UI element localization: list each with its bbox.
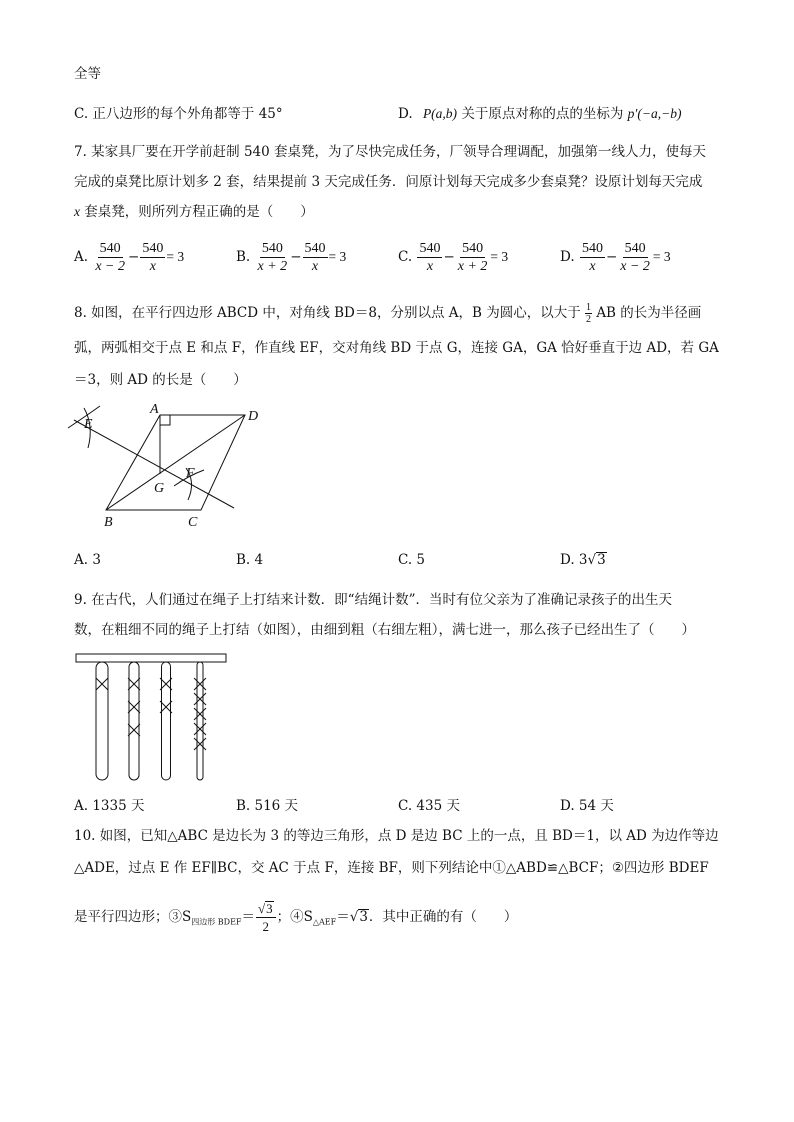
q7-option-b: B. $\frac{540}{x + 2}$ − $\frac{540}{x}$ = 3 bbox=[236, 241, 347, 274]
previous-option-fragment: 全等 bbox=[74, 66, 101, 82]
q9-option-b: B. 516 天 bbox=[236, 798, 299, 814]
q6-option-c: C. 正八边形的每个外角都等于 45° bbox=[74, 106, 283, 122]
q9-option-d: D. 54 天 bbox=[560, 798, 614, 814]
q9-option-c: C. 435 天 bbox=[398, 798, 460, 814]
q8-option-a: A. 3 bbox=[74, 552, 101, 568]
q8-option-c: C. 5 bbox=[398, 552, 426, 568]
parallelogram-figure bbox=[66, 398, 276, 538]
rope-3 bbox=[162, 662, 171, 780]
q10-stem-line-3: 是平行四边形；$③S_{四边形 BDEF}=$ $\frac{√3}{2}$ ；$④S_{\triangle AEF}=√3$．其中正确的有（ ） bbox=[74, 901, 518, 934]
q8-stem-line-2: 弧，两弧相交于点 E 和点 F，作直线 EF，交对角线 BD 于点 G，连接 GA，GA 恰好垂直于边 AD，若 GA bbox=[74, 340, 719, 356]
label-g: G bbox=[154, 481, 165, 496]
q9-stem-line-2: 数，在粗细不同的绳子上打结（如图），由细到粗（右细左粗），满七进一，那么孩子已经出生了（ ） bbox=[74, 622, 695, 638]
diagonal-bd bbox=[106, 415, 245, 510]
label-f: F bbox=[186, 466, 195, 481]
label-b: B bbox=[104, 515, 113, 530]
right-angle-mark bbox=[160, 415, 170, 425]
q10-stem-line-2: △ADE，过点 E 作 EF∥BC，交 AC 于点 F，连接 BF，则下列结论中①△ABD≌△BCF；②四边形 BDEF bbox=[74, 860, 709, 876]
q9-stem-line-1: 9. 在古代，人们通过在绳子上打结来计数．即“结绳计数”．当时有位父亲为了准确记录孩子的出生天 bbox=[74, 592, 672, 608]
hanging-bar bbox=[76, 654, 226, 662]
q7-stem-line-2: 完成的桌凳比原计划多 2 套，结果提前 3 天完成任务．问原计划每天完成多少套桌凳？设原计划每天完成 bbox=[74, 174, 703, 190]
knotted-ropes-figure bbox=[72, 652, 232, 786]
label-c: C bbox=[188, 515, 198, 530]
sqrt3-over-2: $\frac{√3}{2}$ bbox=[256, 900, 276, 935]
sqrt-symbol: √ bbox=[587, 552, 597, 568]
label-e: E bbox=[84, 417, 93, 432]
q8-stem-line-3: ＝3，则 AD 的长是（ ） bbox=[74, 372, 247, 388]
rope-4 bbox=[197, 662, 203, 780]
rope-2 bbox=[129, 662, 139, 780]
label-d: D bbox=[248, 409, 259, 424]
q8-option-b: B. 4 bbox=[236, 552, 264, 568]
q7-stem-line-1: 7. 某家具厂要在开学前赶制 540 套桌凳，为了尽快完成任务，厂领导合理调配，加强第一线人力，使每天 bbox=[74, 144, 707, 160]
q10-stem-line-1: 10. 如图，已知△ABC 是边长为 3 的等边三角形，点 D 是边 BC 上的一点，且 BD＝1，以 AD 为边作等边 bbox=[74, 828, 719, 844]
q7-option-c: C. $\frac{540}{x}$ − $\frac{540}{x + 2}$ = 3 bbox=[398, 241, 509, 274]
q7-option-a: A. $\frac{540}{x - 2}$ − $\frac{540}{x}$ = 3 bbox=[74, 241, 185, 274]
q9-option-a: A. 1335 天 bbox=[74, 798, 145, 814]
q6-option-d: D. P(a,b) 关于原点对称的点的坐标为 p′(−a,−b) bbox=[398, 106, 682, 122]
q8-option-d: D. 3√3 bbox=[560, 552, 606, 568]
q7-option-d: D. $\frac{540}{x}$ − $\frac{540}{x - 2}$ = 3 bbox=[560, 241, 671, 274]
q7-stem-line-3: x 套桌凳，则所列方程正确的是（ ） bbox=[74, 204, 314, 220]
label-a: A bbox=[150, 402, 159, 417]
q8-stem-line-1: 8. 如图，在平行四边形 ABCD 中，对角线 BD＝8，分别以点 A，B 为圆心，以大于 $\frac{1}{2}$ AB 的长为半径画 bbox=[74, 302, 702, 325]
one-half-fraction: $\frac{1}{2}$ bbox=[586, 302, 592, 325]
